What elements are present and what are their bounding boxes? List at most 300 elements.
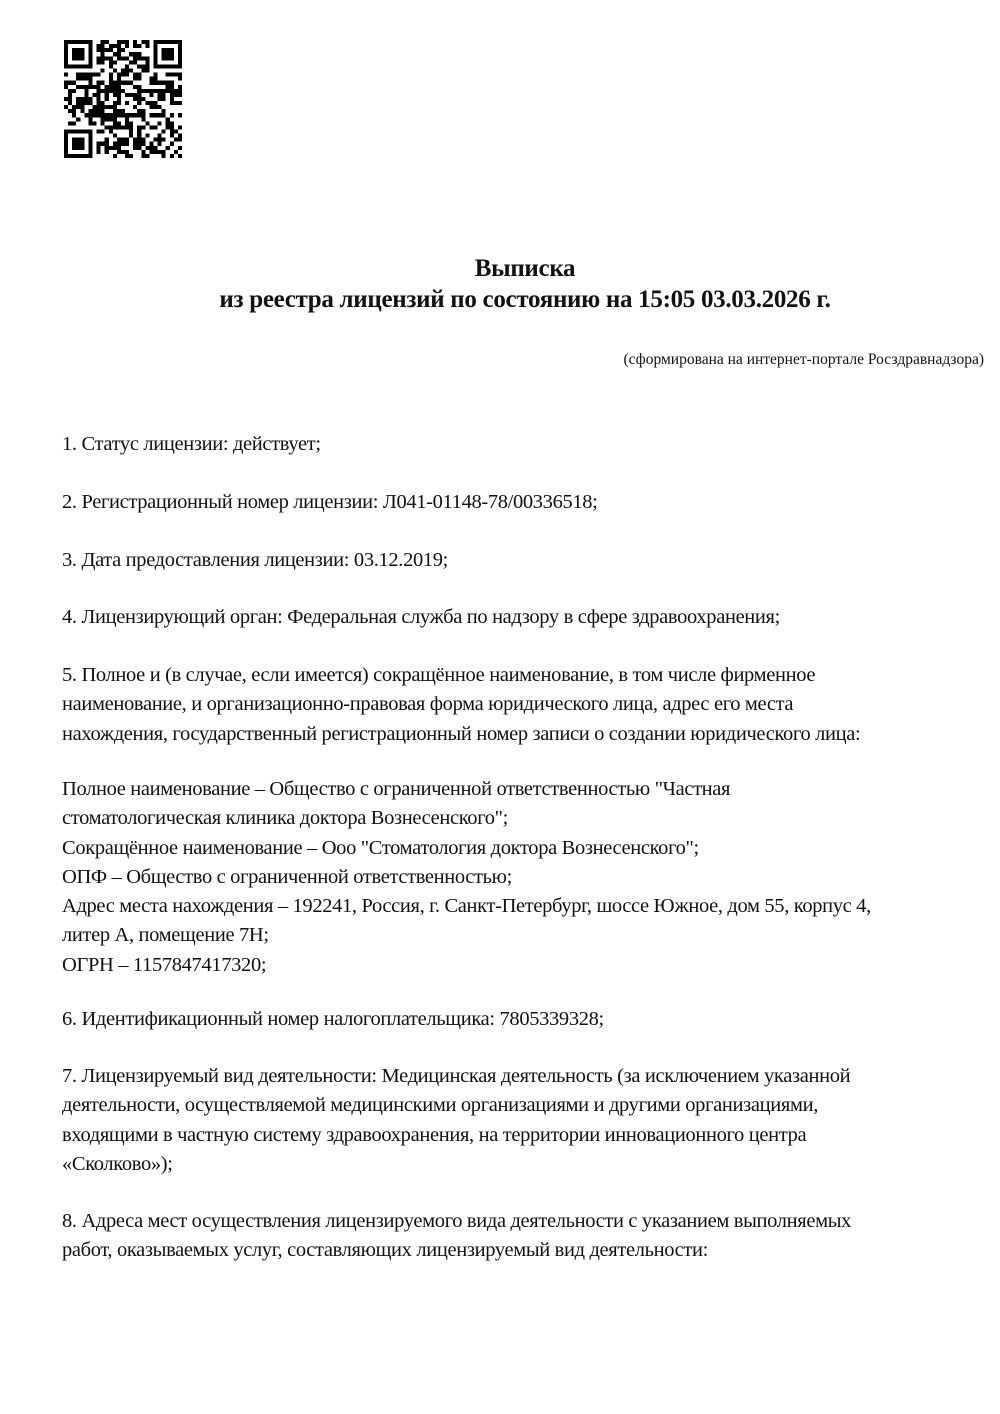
qr-module — [166, 64, 170, 68]
qr-module — [109, 85, 113, 89]
item-licensed-activity — [62, 1062, 992, 1179]
qr-module — [162, 130, 166, 134]
qr-module — [125, 113, 129, 117]
qr-module — [137, 44, 141, 48]
qr-module — [145, 60, 149, 64]
qr-module — [133, 44, 137, 48]
item-issue-date: 3. Дата предоставления лицензии: 03.12.2019; — [62, 549, 449, 571]
qr-module — [80, 73, 84, 77]
qr-module — [101, 68, 105, 72]
qr-module — [117, 73, 121, 77]
qr-module — [137, 56, 141, 60]
qr-module — [141, 40, 145, 44]
qr-module — [178, 93, 182, 97]
text-line: деятельности, осуществляемой медицинскими организациями и другими организациями, — [62, 1094, 818, 1117]
qr-module — [84, 130, 88, 134]
qr-module — [113, 113, 117, 117]
qr-module — [154, 60, 158, 64]
qr-module — [133, 40, 137, 44]
qr-module — [105, 89, 109, 93]
qr-module — [88, 52, 92, 56]
qr-module — [141, 64, 145, 68]
qr-module — [117, 121, 121, 125]
qr-module — [113, 85, 117, 89]
qr-module — [162, 93, 166, 97]
qr-module — [105, 113, 109, 117]
qr-module — [88, 150, 92, 154]
qr-module — [174, 93, 178, 97]
qr-module — [149, 150, 153, 154]
qr-module — [137, 113, 141, 117]
qr-module — [88, 121, 92, 125]
qr-module — [105, 125, 109, 129]
qr-module — [170, 48, 174, 52]
qr-module — [88, 77, 92, 81]
qr-module — [97, 89, 101, 93]
qr-module — [178, 101, 182, 105]
qr-module — [149, 93, 153, 97]
qr-module — [125, 44, 129, 48]
legal-form-line: ОПФ – Общество с ограниченной ответственностью; — [62, 865, 512, 888]
qr-module — [166, 85, 170, 89]
qr-module — [105, 146, 109, 150]
qr-module — [166, 121, 170, 125]
qr-module — [117, 85, 121, 89]
qr-module — [141, 109, 145, 113]
item-license-status: 1. Статус лицензии: действует; — [62, 433, 321, 455]
qr-module — [80, 77, 84, 81]
qr-module — [117, 44, 121, 48]
ogrn-line: ОГРН – 1157847417320; — [62, 953, 267, 976]
qr-module — [88, 85, 92, 89]
qr-module — [88, 146, 92, 150]
qr-module — [174, 150, 178, 154]
qr-module — [113, 81, 117, 85]
text-line: наименование, и организационно-правовая форма юридического лица, адрес его места — [62, 693, 794, 716]
qr-module — [76, 142, 80, 146]
qr-module — [174, 138, 178, 142]
qr-module — [174, 40, 178, 44]
qr-module — [158, 105, 162, 109]
qr-module — [80, 56, 84, 60]
qr-module — [141, 68, 145, 72]
qr-module — [64, 52, 68, 56]
qr-module — [64, 146, 68, 150]
short-name-line: Сокращённое наименование – Ооо "Стоматология доктора Вознесенского"; — [62, 836, 699, 859]
qr-module — [64, 138, 68, 142]
qr-module — [72, 48, 76, 52]
qr-module — [84, 64, 88, 68]
qr-module — [137, 77, 141, 81]
qr-module — [137, 85, 141, 89]
qr-module — [101, 130, 105, 134]
text-line: 5. Полное и (в случае, если имеется) сокращённое наименование, в том числе фирменное — [62, 664, 816, 686]
qr-module — [76, 97, 80, 101]
qr-module — [125, 56, 129, 60]
qr-module — [170, 73, 174, 77]
full-name-line: Полное наименование – Общество с ограниченной ответственностью "Частная — [62, 778, 731, 800]
qr-module — [97, 113, 101, 117]
qr-module — [117, 150, 121, 154]
qr-module — [121, 125, 125, 129]
qr-code — [64, 37, 182, 161]
qr-module — [129, 130, 133, 134]
qr-module — [105, 40, 109, 44]
qr-module — [88, 64, 92, 68]
qr-module — [72, 146, 76, 150]
qr-module — [137, 89, 141, 93]
qr-module — [154, 150, 158, 154]
qr-module — [105, 142, 109, 146]
qr-module — [174, 89, 178, 93]
qr-module — [158, 113, 162, 117]
qr-module — [162, 109, 166, 113]
qr-module — [129, 113, 133, 117]
qr-module — [125, 93, 129, 97]
qr-module — [72, 64, 76, 68]
qr-module — [178, 56, 182, 60]
qr-module — [125, 121, 129, 125]
qr-module — [97, 150, 101, 154]
qr-module — [105, 93, 109, 97]
qr-module — [101, 121, 105, 125]
qr-module — [117, 142, 121, 146]
qr-module — [170, 64, 174, 68]
qr-module — [113, 146, 117, 150]
qr-module — [125, 40, 129, 44]
qr-module — [68, 97, 72, 101]
qr-module — [64, 150, 68, 154]
qr-module — [170, 101, 174, 105]
qr-module — [109, 56, 113, 60]
qr-module — [162, 97, 166, 101]
qr-module — [117, 113, 121, 117]
qr-module — [109, 125, 113, 129]
qr-module — [178, 73, 182, 77]
qr-module — [117, 81, 121, 85]
qr-module — [154, 146, 158, 150]
qr-module — [137, 109, 141, 113]
qr-module — [154, 125, 158, 129]
qr-module — [117, 109, 121, 113]
qr-module — [117, 48, 121, 52]
qr-module — [84, 77, 88, 81]
qr-module — [97, 97, 101, 101]
qr-module — [105, 150, 109, 154]
qr-module — [137, 97, 141, 101]
qr-module — [76, 146, 80, 150]
qr-module — [141, 125, 145, 129]
qr-module — [105, 56, 109, 60]
qr-module — [166, 117, 170, 121]
qr-module — [84, 73, 88, 77]
qr-module — [117, 146, 121, 150]
qr-module — [170, 89, 174, 93]
qr-module — [178, 154, 182, 158]
qr-module — [101, 44, 105, 48]
qr-module — [178, 77, 182, 81]
qr-module — [137, 101, 141, 105]
qr-module — [113, 52, 117, 56]
qr-module — [149, 77, 153, 81]
qr-module — [84, 154, 88, 158]
qr-module — [178, 48, 182, 52]
qr-module — [80, 52, 84, 56]
qr-module — [88, 81, 92, 85]
qr-module — [149, 101, 153, 105]
qr-module — [68, 89, 72, 93]
qr-module — [101, 105, 105, 109]
qr-module — [162, 138, 166, 142]
qr-module — [84, 89, 88, 93]
qr-module — [178, 146, 182, 150]
qr-module — [133, 142, 137, 146]
qr-module — [166, 56, 170, 60]
qr-module — [109, 44, 113, 48]
qr-module — [88, 134, 92, 138]
qr-module — [162, 89, 166, 93]
qr-module — [170, 40, 174, 44]
qr-module — [141, 113, 145, 117]
qr-module — [145, 134, 149, 138]
qr-module — [76, 48, 80, 52]
qr-module — [178, 85, 182, 89]
qr-module — [137, 52, 141, 56]
qr-module — [154, 40, 158, 44]
qr-module — [158, 93, 162, 97]
qr-module — [162, 81, 166, 85]
qr-module — [72, 81, 76, 85]
qr-module — [64, 81, 68, 85]
qr-module — [76, 52, 80, 56]
qr-module — [64, 105, 68, 109]
qr-module — [64, 85, 68, 89]
qr-module — [178, 64, 182, 68]
qr-module — [97, 81, 101, 85]
qr-module — [92, 93, 96, 97]
qr-module — [92, 105, 96, 109]
item-entity-heading — [62, 661, 992, 749]
qr-module — [149, 81, 153, 85]
qr-module — [84, 97, 88, 101]
qr-module — [154, 89, 158, 93]
qr-module — [84, 85, 88, 89]
qr-module — [88, 138, 92, 142]
qr-module — [88, 142, 92, 146]
qr-module — [154, 81, 158, 85]
qr-module — [113, 142, 117, 146]
qr-module — [149, 146, 153, 150]
qr-module — [154, 52, 158, 56]
qr-module — [121, 150, 125, 154]
qr-module — [158, 81, 162, 85]
qr-module — [158, 89, 162, 93]
qr-module — [80, 154, 84, 158]
qr-module — [72, 113, 76, 117]
qr-module — [113, 117, 117, 121]
qr-module — [80, 146, 84, 150]
qr-module — [166, 125, 170, 129]
qr-module — [125, 142, 129, 146]
qr-module — [158, 40, 162, 44]
qr-module — [166, 89, 170, 93]
qr-module — [80, 64, 84, 68]
qr-module — [72, 138, 76, 142]
item-licensing-authority: 4. Лицензирующий орган: Федеральная служба по надзору в сфере здравоохранения; — [62, 606, 780, 628]
qr-module — [145, 146, 149, 150]
qr-module — [121, 40, 125, 44]
qr-module — [125, 117, 129, 121]
text-line: работ, оказываемых услуг, составляющих лицензируемый вид деятельности: — [62, 1239, 708, 1262]
qr-module — [125, 68, 129, 72]
qr-module — [68, 81, 72, 85]
qr-module — [88, 109, 92, 113]
qr-module — [72, 89, 76, 93]
qr-module — [137, 64, 141, 68]
qr-module — [84, 93, 88, 97]
qr-module — [162, 56, 166, 60]
qr-module — [154, 101, 158, 105]
qr-module — [149, 89, 153, 93]
qr-module — [141, 56, 145, 60]
entity-details — [62, 775, 992, 980]
qr-module — [92, 73, 96, 77]
qr-module — [154, 56, 158, 60]
qr-module — [166, 81, 170, 85]
qr-module — [64, 64, 68, 68]
qr-module — [76, 138, 80, 142]
qr-module — [88, 73, 92, 77]
qr-module — [84, 113, 88, 117]
qr-module — [113, 154, 117, 158]
qr-module — [68, 121, 72, 125]
qr-module — [109, 130, 113, 134]
qr-module — [125, 101, 129, 105]
qr-module — [72, 40, 76, 44]
qr-module — [64, 48, 68, 52]
qr-module — [101, 113, 105, 117]
qr-module — [158, 150, 162, 154]
address-line: Адрес места нахождения – 192241, Россия, г. Санкт-Петербург, шоссе Южное, дом 55, корпус 4, — [62, 895, 871, 918]
qr-module — [68, 130, 72, 134]
qr-module — [137, 93, 141, 97]
qr-module — [105, 105, 109, 109]
qr-module — [154, 73, 158, 77]
qr-module — [76, 77, 80, 81]
qr-module — [154, 44, 158, 48]
qr-module — [137, 125, 141, 129]
qr-module — [64, 130, 68, 134]
qr-module — [113, 121, 117, 125]
qr-module — [137, 73, 141, 77]
qr-module — [64, 73, 68, 77]
qr-module — [97, 44, 101, 48]
qr-module — [174, 64, 178, 68]
qr-module — [76, 56, 80, 60]
qr-module — [76, 101, 80, 105]
qr-module — [133, 77, 137, 81]
qr-module — [162, 52, 166, 56]
qr-module — [72, 56, 76, 60]
qr-module — [129, 81, 133, 85]
qr-module — [145, 101, 149, 105]
qr-module — [80, 138, 84, 142]
qr-module — [178, 113, 182, 117]
qr-module — [178, 52, 182, 56]
qr-module — [141, 150, 145, 154]
qr-module — [162, 48, 166, 52]
item-registration-number: 2. Регистрационный номер лицензии: Л041-01148-78/00336518; — [62, 491, 598, 513]
qr-module — [137, 130, 141, 134]
qr-module — [145, 89, 149, 93]
qr-module — [166, 48, 170, 52]
qr-module — [117, 52, 121, 56]
qr-module — [137, 142, 141, 146]
document-title: Выписка — [474, 255, 576, 282]
qr-module — [80, 142, 84, 146]
qr-module — [141, 97, 145, 101]
qr-module — [178, 40, 182, 44]
qr-module — [133, 56, 137, 60]
qr-module — [133, 60, 137, 64]
qr-module — [145, 68, 149, 72]
qr-module — [88, 117, 92, 121]
qr-module — [170, 134, 174, 138]
qr-module — [125, 125, 129, 129]
qr-module — [113, 125, 117, 129]
qr-module — [76, 64, 80, 68]
qr-module — [101, 81, 105, 85]
qr-module — [170, 97, 174, 101]
qr-module — [101, 89, 105, 93]
qr-module — [129, 60, 133, 64]
qr-module — [141, 142, 145, 146]
qr-module — [88, 113, 92, 117]
qr-module — [113, 44, 117, 48]
qr-module — [117, 89, 121, 93]
qr-module — [166, 146, 170, 150]
qr-module — [64, 154, 68, 158]
qr-module — [154, 113, 158, 117]
qr-module — [109, 146, 113, 150]
qr-module — [113, 101, 117, 105]
qr-module — [117, 97, 121, 101]
qr-module — [109, 60, 113, 64]
qr-module — [133, 93, 137, 97]
document-subtitle: из реестра лицензий по состоянию на 15:05 03.03.2026 г. — [219, 286, 831, 313]
qr-module — [133, 138, 137, 142]
qr-module — [129, 93, 133, 97]
qr-module — [105, 138, 109, 142]
qr-module — [149, 125, 153, 129]
qr-module — [84, 101, 88, 105]
qr-module — [166, 40, 170, 44]
qr-module — [129, 121, 133, 125]
qr-module — [170, 113, 174, 117]
qr-module — [80, 109, 84, 113]
qr-module — [121, 68, 125, 72]
qr-module — [121, 81, 125, 85]
qr-module — [113, 105, 117, 109]
text-line: 8. Адреса мест осуществления лицензируемого вида деятельности с указанием выполняемых — [62, 1210, 852, 1232]
qr-module — [170, 52, 174, 56]
qr-module — [117, 125, 121, 129]
qr-module — [88, 97, 92, 101]
qr-module — [109, 77, 113, 81]
qr-module — [64, 56, 68, 60]
qr-module — [125, 81, 129, 85]
qr-module — [162, 154, 166, 158]
